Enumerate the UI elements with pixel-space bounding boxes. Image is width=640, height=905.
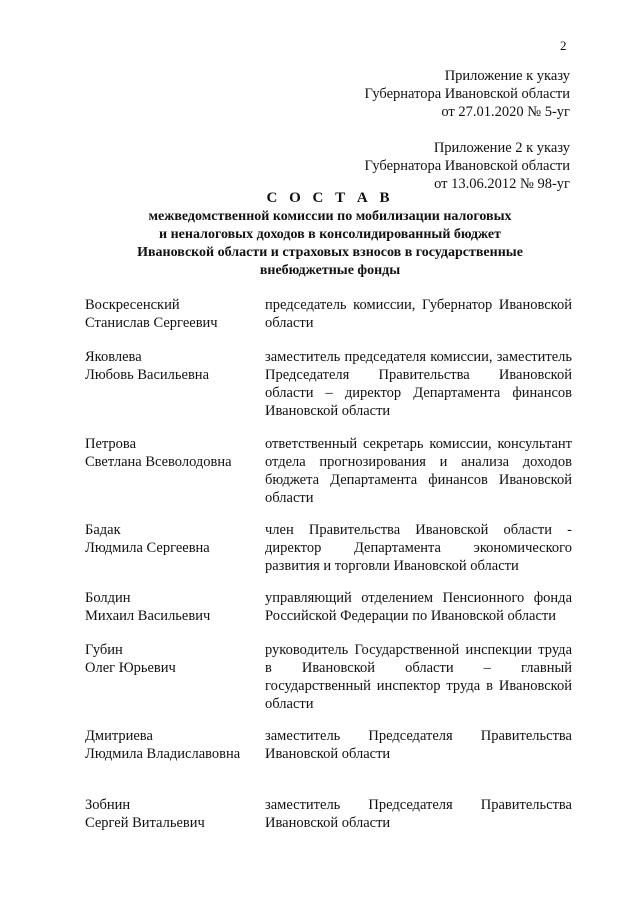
- member-name: [85, 348, 265, 420]
- annex-2-line-1: Приложение 2 к указу: [433, 140, 570, 156]
- member-given-names: Любовь Васильевна: [85, 367, 210, 383]
- member-entry: [85, 435, 572, 507]
- member-name: [85, 435, 265, 507]
- member-role: ответственный секретарь комиссии, консультант отдела прогнозирования и анализа доходов бюджета Департамента финансов Ивановской области: [265, 436, 572, 506]
- member-entry: [85, 641, 572, 713]
- annex-reference-2: [365, 139, 570, 193]
- member-surname: Дмитриева: [85, 728, 153, 744]
- member-name: [85, 796, 265, 832]
- member-surname: Губин: [85, 642, 123, 658]
- title-line-1: межведомственной комиссии по мобилизации налоговых: [148, 209, 512, 224]
- member-entry: [85, 589, 572, 625]
- member-entry: [85, 796, 572, 832]
- member-name: [85, 296, 265, 332]
- member-given-names: Светлана Всеволодовна: [85, 454, 232, 470]
- title-line-4: внебюджетные фонды: [259, 263, 401, 278]
- annex-1-line-3: от 27.01.2020 № 5-уг: [441, 104, 570, 120]
- member-given-names: Михаил Васильевич: [85, 608, 211, 624]
- member-name: [85, 589, 265, 625]
- member-surname: Болдин: [85, 590, 131, 606]
- title-heading: С О С Т А В: [266, 190, 394, 206]
- member-role: заместитель председателя комиссии, заместитель Председателя Правительства Ивановской области – директор Департамента финансов Ивановской области: [265, 349, 572, 419]
- title-line-3: Ивановской области и страховых взносов в государственные: [137, 245, 523, 260]
- member-role: член Правительства Ивановской области - директор Департамента экономического развития и торговли Ивановской области: [265, 522, 572, 574]
- annex-1-line-1: Приложение к указу: [444, 68, 570, 84]
- member-given-names: Сергей Витальевич: [85, 815, 205, 831]
- member-role: председатель комиссии, Губернатор Ивановской области: [265, 297, 572, 331]
- member-surname: Воскресенский: [85, 297, 180, 313]
- member-entry: [85, 727, 572, 763]
- member-role: заместитель Председателя Правительства Ивановской области: [265, 797, 572, 831]
- member-given-names: Людмила Владиславовна: [85, 746, 241, 762]
- page-number: 2: [560, 38, 567, 53]
- annex-2-line-3: от 13.06.2012 № 98-уг: [434, 176, 570, 192]
- member-given-names: Олег Юрьевич: [85, 660, 176, 676]
- document-title: [80, 188, 580, 280]
- member-surname: Зобнин: [85, 797, 131, 813]
- title-line-2: и неналоговых доходов в консолидированный бюджет: [159, 227, 501, 242]
- member-entry: [85, 296, 572, 332]
- member-role: заместитель Председателя Правительства Ивановской области: [265, 728, 572, 762]
- member-surname: Яковлева: [85, 349, 142, 365]
- member-surname: Петрова: [85, 436, 137, 452]
- member-surname: Бадак: [85, 522, 121, 538]
- member-entry: [85, 521, 572, 575]
- annex-1-line-2: Губернатора Ивановской области: [364, 86, 570, 102]
- member-entry: [85, 348, 572, 420]
- member-name: [85, 727, 265, 763]
- member-name: [85, 641, 265, 713]
- annex-2-line-2: Губернатора Ивановской области: [364, 158, 570, 174]
- member-role: управляющий отделением Пенсионного фонда Российской Федерации по Ивановской области: [265, 590, 572, 624]
- member-name: [85, 521, 265, 575]
- member-role: руководитель Государственной инспекции труда в Ивановской области – главный государственный инспектор труда в Ивановской области: [265, 642, 572, 712]
- annex-reference-1: [365, 67, 570, 121]
- member-given-names: Станислав Сергеевич: [85, 315, 218, 331]
- member-given-names: Людмила Сергеевна: [85, 540, 210, 556]
